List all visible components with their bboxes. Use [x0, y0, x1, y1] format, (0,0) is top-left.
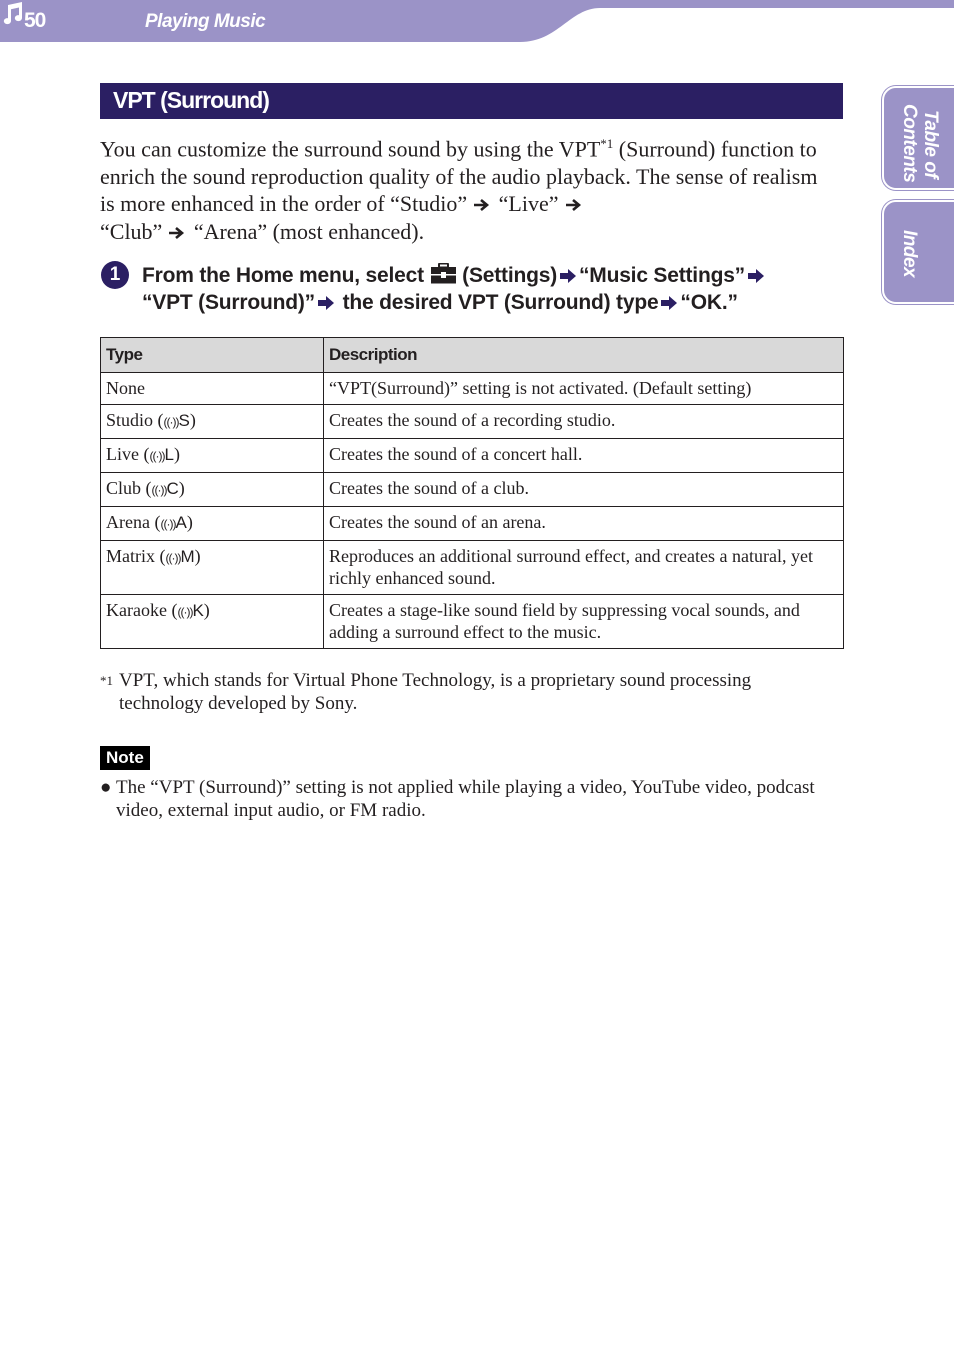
table-row: [101, 439, 844, 473]
index-tab-label: Index: [899, 230, 920, 278]
note-bullet: ●: [100, 777, 112, 798]
table-of-contents-tab[interactable]: [882, 86, 954, 190]
step-text-6: “OK.”: [680, 291, 738, 314]
footnote-marker: *1: [100, 673, 113, 688]
step-text-5: the desired VPT (Surround) type: [336, 291, 659, 314]
arrow-right-icon: [660, 296, 678, 310]
vpt-icon-letter: S: [178, 411, 190, 430]
type-name: Karaoke: [106, 600, 167, 620]
type-cell: Live (((·))L): [101, 439, 324, 473]
type-name: None: [106, 378, 145, 398]
vpt-icon-letter: L: [164, 445, 174, 464]
table-row: [101, 405, 844, 439]
step-text-2: (Settings): [462, 264, 557, 287]
table-header-row: [101, 338, 844, 373]
type-cell: Arena (((·))A): [101, 507, 324, 541]
vpt-surround-icon: ((·))A: [160, 513, 187, 532]
arrow-right-icon: [317, 296, 335, 310]
column-header-type: Type: [101, 338, 324, 373]
vpt-surround-icon: ((·))K: [177, 601, 204, 620]
type-cell: Club (((·))C): [101, 473, 324, 507]
description-cell: Creates the sound of a concert hall.: [324, 439, 844, 473]
intro-text-3: “Live”: [493, 191, 559, 217]
note-text: The “VPT (Surround)” setting is not applied while playing a video, YouTube video, podcast video, external input audio, or FM radio.: [116, 777, 815, 821]
type-name: Club: [106, 478, 142, 498]
table-row: [101, 595, 844, 649]
note-label: Note: [100, 746, 150, 770]
note-item: [100, 776, 820, 822]
header-banner: [0, 0, 954, 42]
type-name: Studio: [106, 410, 154, 430]
arrow-right-icon: [168, 226, 186, 240]
type-name: Arena: [106, 512, 150, 532]
table-row: [101, 507, 844, 541]
vpt-surround-icon: ((·))S: [163, 411, 190, 430]
vpt-type-table: [100, 337, 844, 649]
index-tab[interactable]: [882, 200, 954, 304]
table-row: [101, 541, 844, 595]
intro-text-1: You can customize the surround sound by using the VPT: [100, 136, 601, 162]
vpt-surround-icon: ((·))M: [165, 547, 195, 566]
description-cell: Reproduces an additional surround effect, and creates a natural, yet richly enhanced sound.: [324, 541, 844, 595]
music-note-icon: [0, 0, 26, 26]
arrow-right-icon: [565, 198, 583, 212]
table-body: [101, 373, 844, 649]
type-cell: [101, 373, 324, 405]
intro-text-4: “Club”: [100, 218, 163, 244]
intro-paragraph: [100, 130, 820, 245]
description-cell: Creates a stage-like sound field by suppressing vocal sounds, and adding a surround effect to the music.: [324, 595, 844, 649]
table-row: [101, 473, 844, 507]
description-cell: Creates the sound of an arena.: [324, 507, 844, 541]
type-name: Live: [106, 444, 139, 464]
step-number-badge: 1: [101, 261, 129, 289]
step-text-1: From the Home menu, select: [142, 264, 430, 287]
vpt-icon-letter: M: [180, 547, 195, 566]
section-heading-text: VPT (Surround): [113, 87, 269, 113]
settings-toolbox-icon: [430, 263, 457, 284]
step-text-3: “Music Settings”: [578, 264, 745, 287]
footnote: [100, 669, 830, 715]
toc-tab-label-2: Contents: [899, 104, 920, 183]
footnote-ref[interactable]: *1: [600, 136, 614, 151]
type-cell: Studio (((·))S): [101, 405, 324, 439]
description-cell: Creates the sound of a club.: [324, 473, 844, 507]
arrow-right-icon: [559, 269, 577, 283]
vpt-icon-letter: C: [166, 479, 179, 498]
page-number: 50: [24, 9, 46, 32]
arrow-right-icon: [747, 269, 765, 283]
vpt-surround-icon: ((·))C: [151, 479, 179, 498]
table-row: [101, 373, 844, 405]
vpt-surround-icon: ((·))L: [149, 445, 174, 464]
arrow-right-icon: [473, 198, 491, 212]
banner-shape: [0, 0, 954, 42]
intro-text-5: “Arena” (most enhanced).: [188, 218, 425, 244]
type-cell: Matrix (((·))M): [101, 541, 324, 595]
section-title: Playing Music: [145, 11, 266, 32]
step-instruction: [142, 262, 832, 316]
type-cell: Karaoke (((·))K): [101, 595, 324, 649]
vpt-icon-letter: A: [175, 513, 187, 532]
toc-tab-label-1: Table of: [920, 110, 941, 179]
type-name: Matrix: [106, 546, 155, 566]
step-text-4: “VPT (Surround)”: [142, 291, 315, 314]
footnote-text: VPT, which stands for Virtual Phone Technology, is a proprietary sound processing technology developed by Sony.: [119, 670, 752, 714]
section-heading: [100, 83, 843, 119]
intro-text-2: (Surround) function to enrich the sound reproduction quality of the audio playback. The sense of realism is more enhanced in the order of “Studio”: [100, 136, 818, 217]
description-cell: Creates the sound of a recording studio.: [324, 405, 844, 439]
column-header-description: Description: [324, 338, 844, 373]
description-cell: “VPT(Surround)” setting is not activated. (Default setting): [324, 373, 844, 405]
vpt-icon-letter: K: [192, 601, 204, 620]
